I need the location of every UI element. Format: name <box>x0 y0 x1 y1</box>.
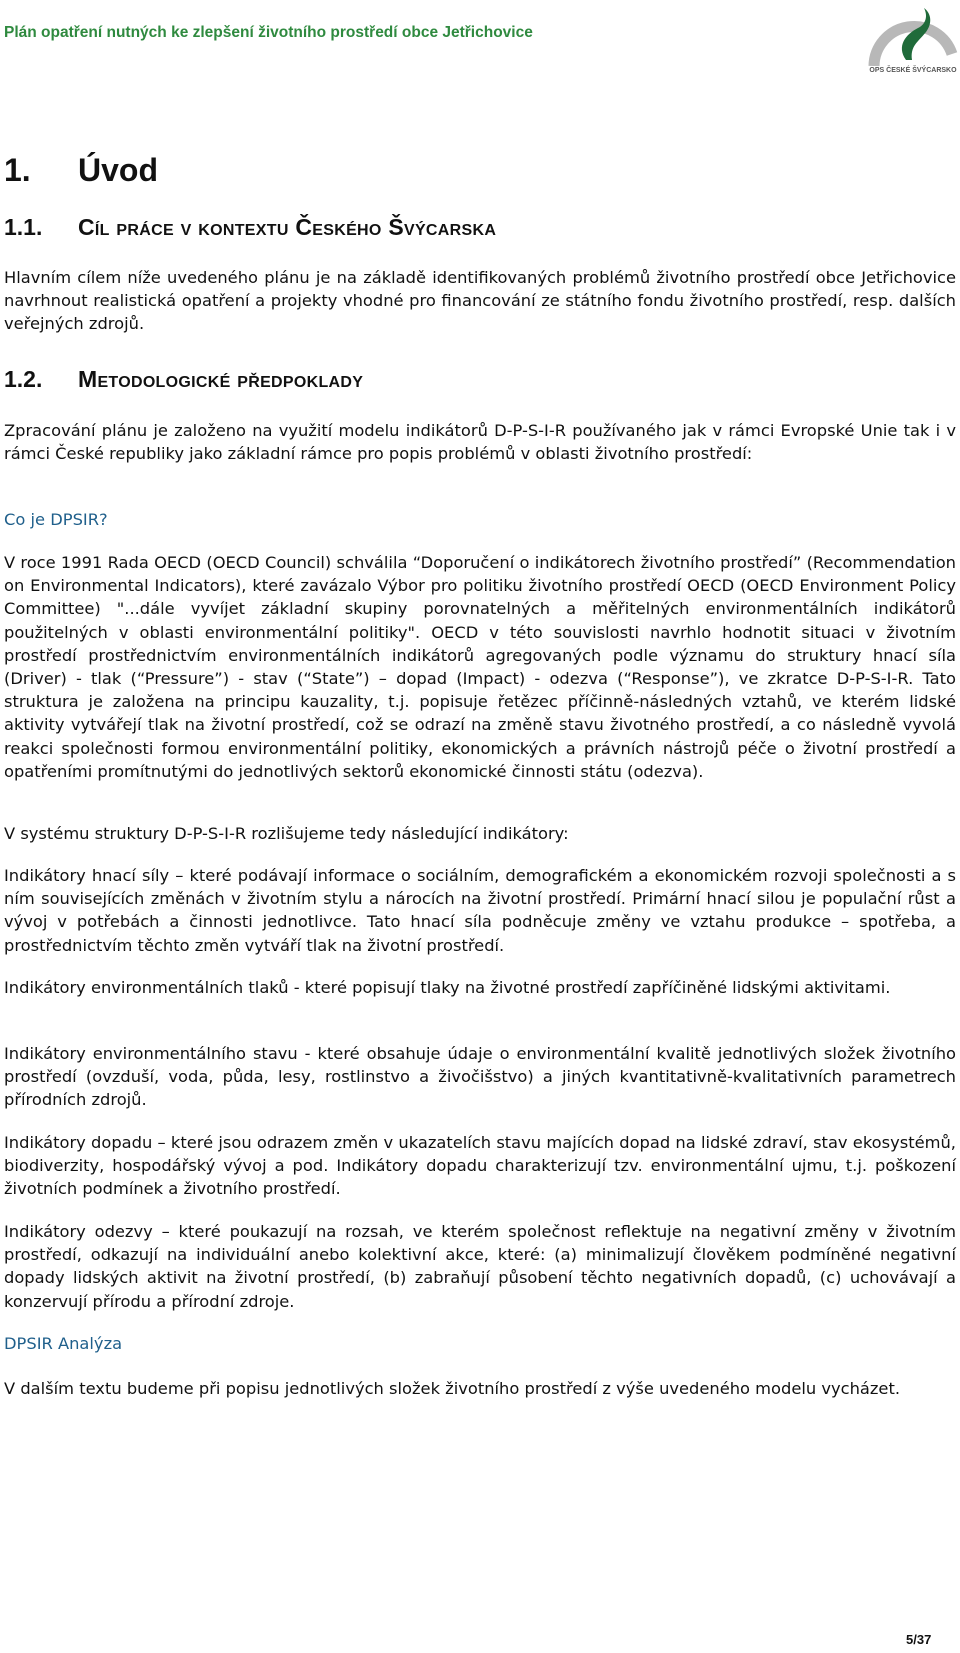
paragraph-closing: V dalším textu budeme při popisu jednotlivých složek životního prostředí z výše uvedeného modelu vycházet. <box>4 1379 901 1398</box>
paragraph-state-indicators: Indikátory environmentálního stavu - které obsahuje údaje o environmentální kvalitě jednotlivých složek životního prostředí (ovzduší, voda, půda, lesy, rostlinstvo a živočišstvo) a jiných kvantitativně-kvalitativních parametrech přírodních zdrojů. <box>4 1044 956 1110</box>
paragraph-dpsir-system: V systému struktury D-P-S-I-R rozlišujeme tedy následující indikátory: <box>4 824 569 843</box>
section-1-heading <box>4 152 158 189</box>
link-co-je-dpsir[interactable]: Co je DPSIR? <box>4 510 108 529</box>
paragraph-oecd: V roce 1991 Rada OECD (OECD Council) schválila “Doporučení o indikátorech životního prostředí” (Recommendation on Environmental Indicators), které zavázalo Výbor pro politiku životního prostředí OECD (OECD Environment Policy Committee) "...dále vyvíjet základní skupiny porovnatelných a měřitelných environmentálních indikátorů použitelných v oblasti environmentální politiky". OECD v této souvislosti navrhlo hodnotit situaci v životním prostředí prostřednictvím environmentálních indikátorů agregovaných podle významu do struktury hnací síla (Driver) - tlak (“Pressure”) - stav (“State”) – dopad (Impact) - odezva (“Response”), ve zkratce D-P-S-I-R. Tato struktura je založena na principu kauzality, t.j. popisuje řetězec příčinně-následných vztahů, ve kterém lidské aktivity vytvářejí tlak na životní prostředí, což se odrazí na změně stavu životného prostředí, a co následně vyvolá reakci společnosti formou environmentální politiky, ekonomických a právních nástrojů péče o životní prostředí a opatřeními promítnutými do jednotlivých sektorů ekonomické činnosti státu (odezva). <box>4 553 956 781</box>
paragraph-methodology-intro: Zpracování plánu je založeno na využití modelu indikátorů D-P-S-I-R používaného jak v rámci Evropské Unie tak i v rámci České republiky jako základní rámce pro popis problémů v oblasti životního prostředí: <box>4 421 956 464</box>
paragraph-driver-indicators: Indikátory hnací síly – které podávají informace o sociálním, demografickém a ekonomickém rozvoji společnosti a s ním souvisejících změnách v životním stylu a nárocích na životní prostředí. Primární hnací silou je populační růst a vývoj v potřebách a činnosti jednotlivce. Tato hnací síla podněcuje změny ve vztahu produkce – spotřeba, a prostřednictvím těchto změn vytváří tlak na životní prostředí. <box>4 866 956 955</box>
section-1-1-heading <box>4 214 496 241</box>
link-dpsir-analyza[interactable]: DPSIR Analýza <box>4 1334 123 1353</box>
running-header: Plán opatření nutných ke zlepšení životního prostředí obce Jetřichovice <box>4 24 533 41</box>
section-1-2-heading <box>4 366 363 393</box>
logo-mark-icon <box>866 2 960 80</box>
section-number: 1.1. <box>4 214 43 240</box>
section-title: Cíl práce v kontextu Českého Švýcarska <box>78 214 497 240</box>
paragraph-impact-indicators: Indikátory dopadu – které jsou odrazem změn v ukazatelích stavu majících dopad na lidské zdraví, stav ekosystémů, biodiverzity, hospodářský vývoj a pod. Indikátory dopadu charakterizují tzv. environmentální ujmu, t.j. poškození životních podmínek a životního prostředí. <box>4 1133 956 1199</box>
paragraph-pressure-indicators: Indikátory environmentálních tlaků - které popisují tlaky na životné prostředí zapříčiněné lidskými aktivitami. <box>4 978 891 997</box>
ops-ceske-svycarsko-logo <box>866 2 960 80</box>
paragraph-goal: Hlavním cílem níže uvedeného plánu je na základě identifikovaných problémů životního prostředí obce Jetřichovice navrhnout realistická opatření a projekty vhodné pro financování ze státního fondu životního prostředí, resp. dalších veřejných zdrojů. <box>4 268 956 334</box>
section-number: 1. <box>4 152 31 188</box>
page-number: 5/37 <box>906 1632 932 1647</box>
section-number: 1.2. <box>4 366 43 392</box>
paragraph-response-indicators: Indikátory odezvy – které poukazují na rozsah, ve kterém společnost reflektuje na negativní změny v životním prostředí, odkazují na individuální anebo kolektivní akce, které: (a) minimalizují člověkem podmíněné negativní dopady lidských aktivit na životní prostředí, (b) zabraňují působení těchto negativních dopadů, (c) uchovávají a konzervují přírodu a přírodní zdroje. <box>4 1222 956 1311</box>
section-title: Úvod <box>78 152 158 188</box>
section-title: Metodologické předpoklady <box>78 366 364 392</box>
svg-text:OPS ČESKÉ ŠVÝCARSKO: OPS ČESKÉ ŠVÝCARSKO <box>869 67 957 74</box>
